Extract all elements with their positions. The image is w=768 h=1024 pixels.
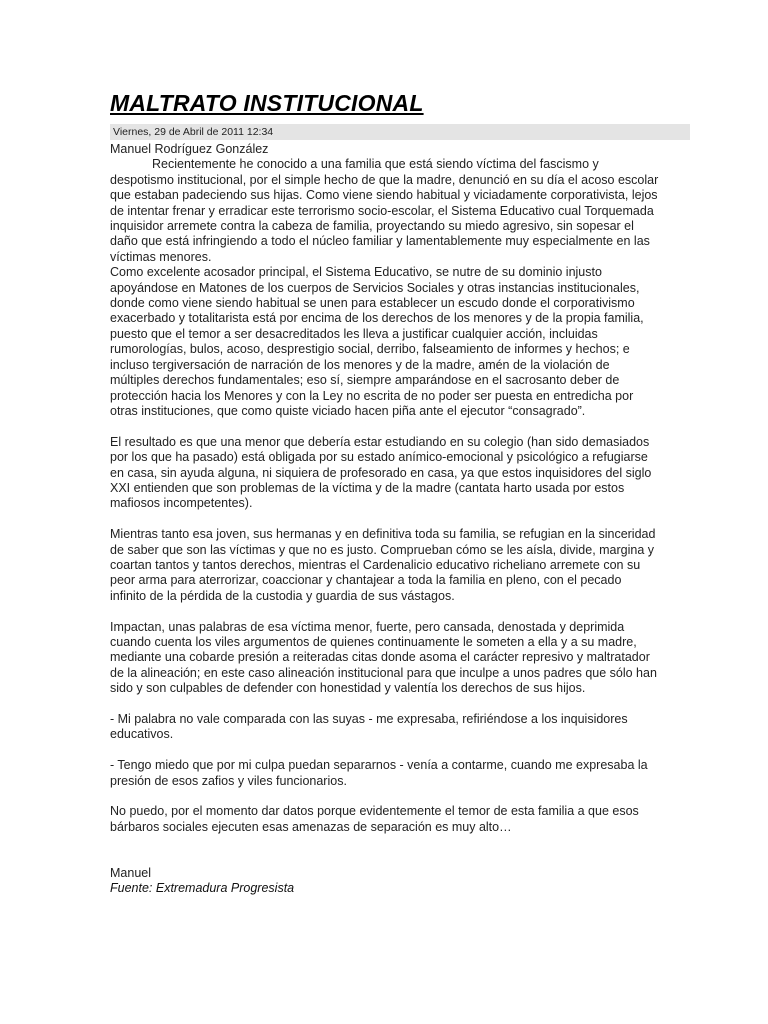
paragraph-3: El resultado es que una menor que debería estar estudiando en su colegio (han sido demasiados por los que ha pasado) está obligada por su estado anímico-emocional y psicológico a refugiarse en casa, sin ayuda alguna, ni siquiera de profesorado en casa, ya que estos inquisidores del siglo XXI entienden que son problemas de la víctima y de la madre (cantata harto usada por estos mafiosos incompetentes). <box>110 434 652 511</box>
paragraph-1: Recientemente he conocido a una familia que está siendo víctima del fascismo y despotismo institucional, por el simple hecho de que la madre, denunció en su día el acoso escolar que estaban padeciendo sus hijas. Como viene siendo habitual y viciadamente corporativista, lejos de intentar frenar y erradicar este terrorismo socio-escolar, el Sistema Educativo cual Torquemada inquisidor arremete contra la cabeza de familia, proyectando su miedo agresivo, sin sopesar el daño que está infringiendo a todo el núcleo familiar y lamentablemente muy especialmente en las víctimas menores. <box>110 157 659 264</box>
paragraph-gap <box>110 697 660 712</box>
paragraph-gap <box>110 512 660 527</box>
paragraph-5: Impactan, unas palabras de esa víctima menor, fuerte, pero cansada, denostada y deprimida cuando cuenta los viles argumentos de quienes continuamente le someten a ella y a su madre, mediante una cobarde presión a reiteradas citas donde asoma el carácter represivo y maltratador de la alineación; en este caso alineación institucional para que inculpe a unos padres que sólo han sido y son culpables de defender con honestidad y valentía los derechos de sus hijos. <box>110 619 657 696</box>
paragraph-gap <box>110 419 660 434</box>
signature: Manuel <box>110 865 151 880</box>
paragraph-gap <box>110 851 660 866</box>
paragraph-gap <box>110 743 660 758</box>
paragraph-gap <box>110 604 660 619</box>
article-title: MALTRATO INSTITUCIONAL <box>110 90 424 116</box>
article <box>110 88 660 897</box>
paragraph-6: No puedo, por el momento dar datos porque evidentemente el temor de esta familia a que esos bárbaros sociales ejecuten esas amenazas de separación es muy alto… <box>110 804 639 834</box>
paragraph-4: Mientras tanto esa joven, sus hermanas y en definitiva toda su familia, se refugian en la sinceridad de saber que son las víctimas y que no es justo. Comprueban cómo se les aísla, divide, margina y coartan tantos y tantos derechos, mientras el Cardenalicio educativo richeliano arremete con su peor arma para aterrorizar, coaccionar y chantajear a toda la familia en pleno, con el pecado infinito de la pérdida de la custodia y guardia de sus vástagos. <box>110 527 656 603</box>
quote-2: - Tengo miedo que por mi culpa puedan separarnos - venía a contarme, cuando me expresaba la presión de esos zafios y viles funcionarios. <box>110 758 648 788</box>
source-line: Fuente: Extremadura Progresista <box>110 881 295 896</box>
article-date: Viernes, 29 de Abril de 2011 12:34 <box>110 124 690 140</box>
quote-1: - Mi palabra no vale comparada con las suyas - me expresaba, refiriéndose a los inquisidores educativos. <box>110 711 628 742</box>
paragraph-gap <box>110 835 660 850</box>
paragraph-gap <box>110 789 660 804</box>
paragraph-2: Como excelente acosador principal, el Sistema Educativo, se nutre de su dominio injusto apoyándose en Matones de los cuerpos de Servicios Sociales y otras instancias institucionales, donde como viene siendo habitual se unen para establecer un escudo donde el corporativismo exacerbado y totalitarista está por encima de los derechos de los menores y de la propia familia, puesto que el temor a ser desacreditados les lleva a justificar cualquier acción, incluidas rumorologías, bulos, acoso, desprestigio social, derribo, falseamiento de informes y hechos; e incluso tergiversación de narración de los menores y de la madre, amén de la violación de múltiples derechos fundamentales; eso sí, siempre amparándose en el sacrosanto deber de protección hacia los Menores y con la Ley no escrita de no poder ser puesta en entredicha por otras instituciones, que como quiste viciado hacen piña ante el ejecutor “consagrado”. <box>110 265 644 418</box>
article-author: Manuel Rodríguez González <box>110 142 269 156</box>
article-body <box>110 157 660 866</box>
